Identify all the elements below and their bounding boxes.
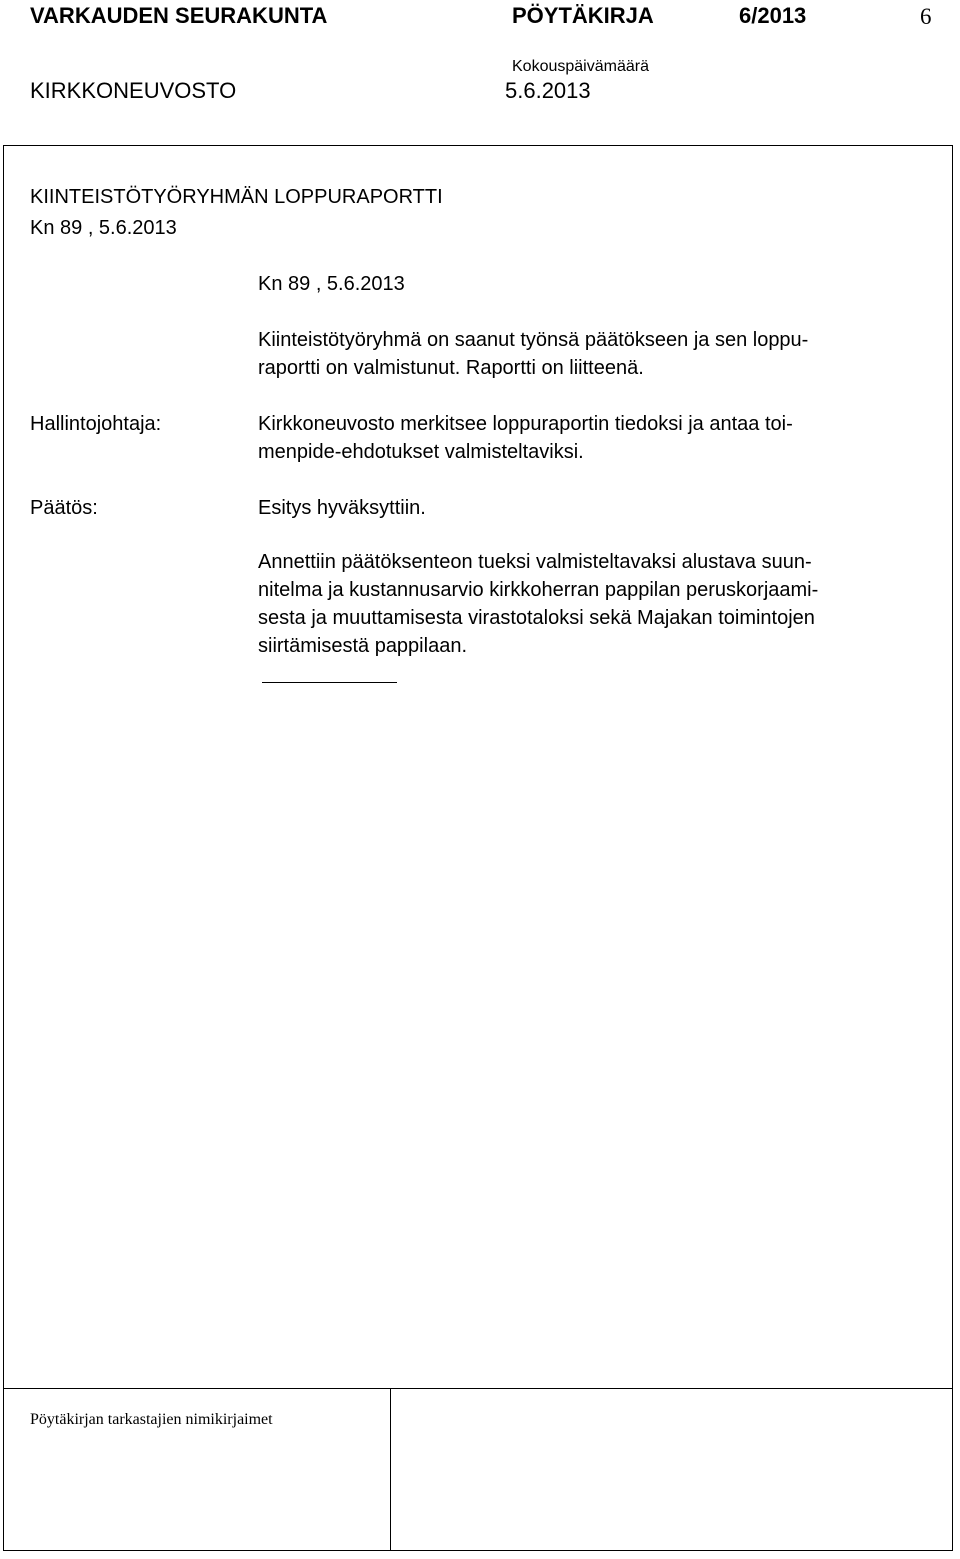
department-name: KIRKKONEUVOSTO [30, 78, 237, 103]
intro-line: raportti on valmistunut. Raportti on liitteenä. [258, 357, 644, 379]
additional-paragraph [258, 548, 938, 660]
decision-label: Päätös: [30, 497, 98, 519]
proposal-line: menpide-ehdotukset valmisteltaviksi. [258, 441, 584, 463]
footer-divider-line [3, 1388, 953, 1389]
footer-vertical-divider [390, 1388, 391, 1551]
proposal-label: Hallintojohtaja: [30, 413, 162, 435]
meeting-date-label: Kokouspäivämäärä [512, 58, 649, 75]
section-end-rule [262, 682, 397, 683]
organization-name: VARKAUDEN SEURAKUNTA [30, 3, 328, 28]
additional-line: Annettiin päätöksenteon tueksi valmisteltavaksi alustava suun- [258, 551, 812, 573]
section-title: KIINTEISTÖTYÖRYHMÄN LOPPURAPORTTI [30, 186, 443, 208]
section-reference: Kn 89 , 5.6.2013 [30, 217, 177, 239]
intro-paragraph [258, 326, 938, 382]
document-type: PÖYTÄKIRJA [512, 3, 654, 28]
page-number: 6 [920, 4, 932, 29]
additional-line: nitelma ja kustannusarvio kirkkoherran pappilan peruskorjaami- [258, 579, 819, 601]
additional-line: siirtämisestä pappilaan. [258, 635, 467, 657]
footer-initials-label: Pöytäkirjan tarkastajien nimikirjaimet [30, 1411, 273, 1428]
intro-line: Kiinteistötyöryhmä on saanut työnsä päätökseen ja sen loppu- [258, 329, 809, 351]
proposal-line: Kirkkoneuvosto merkitsee loppuraportin tiedoksi ja antaa toi- [258, 413, 793, 435]
meeting-date: 5.6.2013 [505, 78, 591, 103]
protocol-number: 6/2013 [739, 3, 807, 28]
proposal-paragraph [258, 410, 938, 466]
decision-text: Esitys hyväksyttiin. [258, 497, 426, 519]
additional-line: sesta ja muuttamisesta virastotaloksi sekä Majakan toimintojen [258, 607, 815, 629]
item-reference: Kn 89 , 5.6.2013 [258, 273, 405, 295]
